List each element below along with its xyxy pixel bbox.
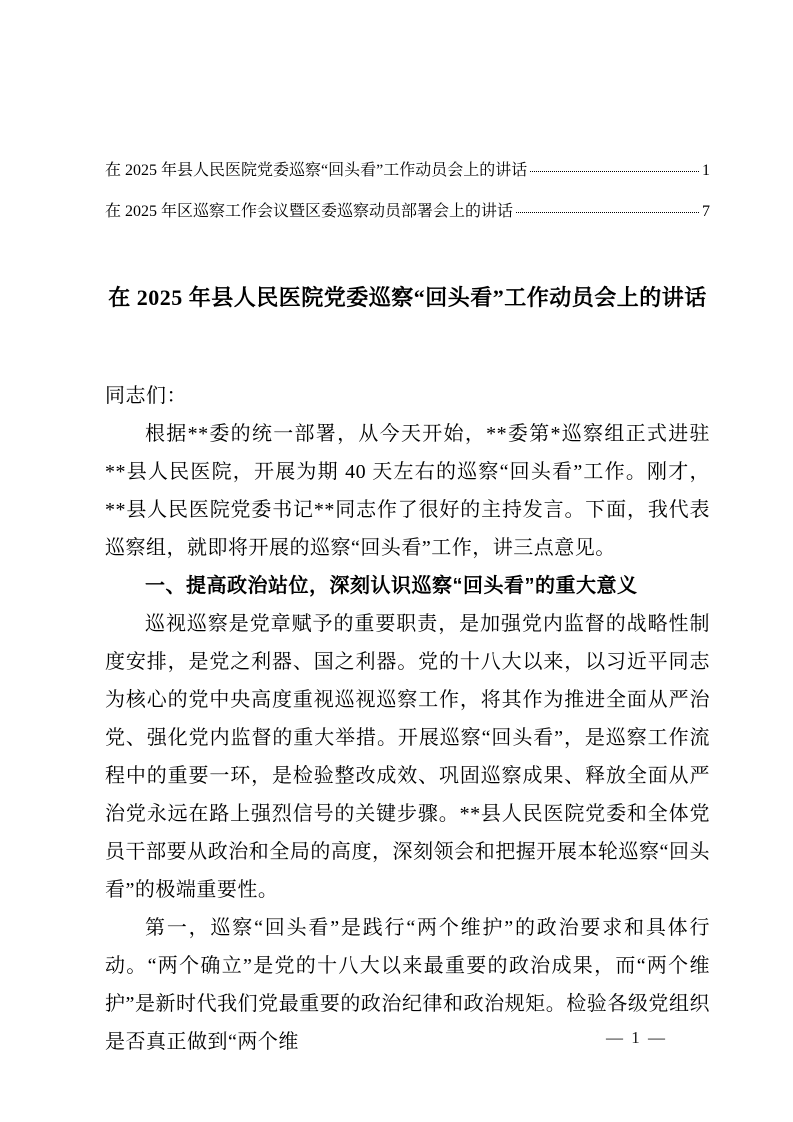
- toc-entry-2[interactable]: [105, 201, 710, 223]
- section-heading: 一、提高政治站位，深刻认识巡察“回头看”的重大意义: [145, 575, 638, 597]
- salutation: 同志们：: [105, 385, 187, 407]
- toc-leader-dots: [530, 171, 699, 172]
- toc-entry-title[interactable]: 在 2025 年区巡察工作会议暨区委巡察动员部署会上的讲话: [105, 203, 514, 220]
- toc-entry-title[interactable]: 在 2025 年县人民医院党委巡察“回头看”工作动员会上的讲话: [105, 162, 528, 179]
- toc-entry-1[interactable]: [105, 160, 710, 182]
- document-body: [105, 377, 710, 1061]
- toc-page-number[interactable]: 7: [702, 203, 710, 220]
- toc-page-number[interactable]: 1: [702, 162, 710, 179]
- paragraph: 第一，巡察“回头看”是践行“两个维护”的政治要求和具体行动。“两个确立”是党的十八大以来最重要的政治成果，而“两个维护”是新时代我们党最重要的政治纪律和政治规矩。检验各级党组织是否真正做到“两个维: [105, 917, 710, 1053]
- toc-leader-dots: [516, 212, 699, 213]
- document-title: 在 2025 年县人民医院党委巡察“回头看”工作动员会上的讲话: [108, 285, 707, 310]
- table-of-contents: [105, 0, 710, 223]
- page-content: [105, 0, 710, 1061]
- paragraph: 根据**委的统一部署，从今天开始，**委第*巡察组正式进驻**县人民医院，开展为期 40 天左右的巡察“回头看”工作。刚才，**县人民医院党委书记**同志作了很好的主持发言。下面，我代表巡察组，就即将开展的巡察“回头看”工作，讲三点意见。: [105, 423, 710, 559]
- paragraph: 巡视巡察是党章赋予的重要职责，是加强党内监督的战略性制度安排，是党之利器、国之利器。党的十八大以来，以习近平同志为核心的党中央高度重视巡视巡察工作，将其作为推进全面从严治党、强化党内监督的重大举措。开展巡察“回头看”，是巡察工作流程中的重要一环，是检验整改成效、巩固巡察成果、释放全面从严治党永远在路上强烈信号的关键步骤。**县人民医院党委和全体党员干部要从政治和全局的高度，深刻领会和把握开展本轮巡察“回头看”的极端重要性。: [105, 613, 710, 901]
- page-number: — 1 —: [606, 1028, 667, 1047]
